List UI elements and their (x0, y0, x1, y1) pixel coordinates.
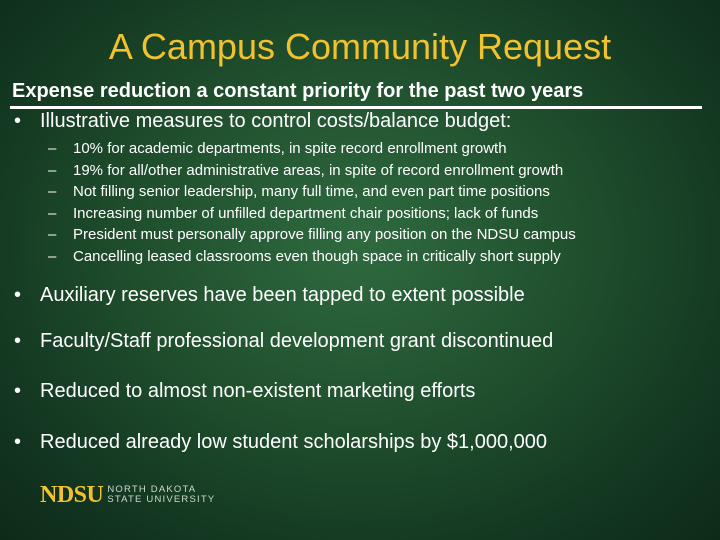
sub-item-text: 10% for academic departments, in spite record enrollment growth (73, 140, 507, 157)
sub-item (48, 160, 576, 182)
divider-rule (10, 106, 702, 109)
dash-marker: – (48, 226, 57, 244)
logo-line-2: STATE UNIVERSITY (107, 494, 216, 505)
bullet-marker: • (14, 284, 22, 306)
sub-item (48, 138, 576, 160)
sub-item (48, 246, 576, 268)
bullet-text: Reduced to almost non-existent marketing efforts (40, 380, 476, 402)
sub-item-text: 19% for all/other administrative areas, in spite of record enrollment growth (73, 161, 564, 179)
logo-mark: NDSU (40, 481, 104, 508)
bullet-development-grant (14, 330, 553, 353)
bullet-marker: • (14, 330, 22, 352)
ndsu-logo (40, 482, 215, 508)
logo-line-1: NORTH DAKOTA (107, 484, 197, 495)
sub-item-text: Increasing number of unfilled department chair positions; lack of funds (73, 204, 539, 222)
bullet-text: Reduced already low student scholarships by $1,000,000 (40, 431, 547, 453)
bullet-marker: • (14, 110, 22, 132)
sub-item (48, 181, 576, 203)
dash-marker: – (48, 140, 57, 157)
bullet-marker: • (14, 431, 22, 453)
slide-subtitle: Expense reduction a constant priority for the past two years (12, 80, 584, 102)
dash-marker: – (48, 204, 57, 222)
dash-marker: – (48, 161, 57, 179)
bullet-text: Faculty/Staff professional development grant discontinued (40, 330, 554, 352)
sub-item-text: Cancelling leased classrooms even though space in critically short supply (73, 247, 561, 265)
sub-item-text: Not filling senior leadership, many full time, and even part time positions (73, 183, 550, 201)
measures-sublist (48, 138, 576, 268)
bullet-auxiliary (14, 284, 525, 307)
bullet-measures (14, 110, 511, 133)
sub-item (48, 224, 576, 246)
dash-marker: – (48, 183, 57, 201)
bullet-marker: • (14, 380, 22, 402)
sub-item-text: President must personally approve filling any position on the NDSU campus (73, 226, 576, 244)
bullet-marketing (14, 380, 475, 403)
bullet-text: Illustrative measures to control costs/balance budget: (40, 110, 512, 132)
dash-marker: – (48, 247, 57, 265)
logo-wordmark (107, 485, 215, 505)
bullet-text: Auxiliary reserves have been tapped to extent possible (40, 284, 525, 306)
slide-title: A Campus Community Request (108, 26, 612, 67)
bullet-scholarships (14, 431, 547, 454)
sub-item (48, 203, 576, 225)
